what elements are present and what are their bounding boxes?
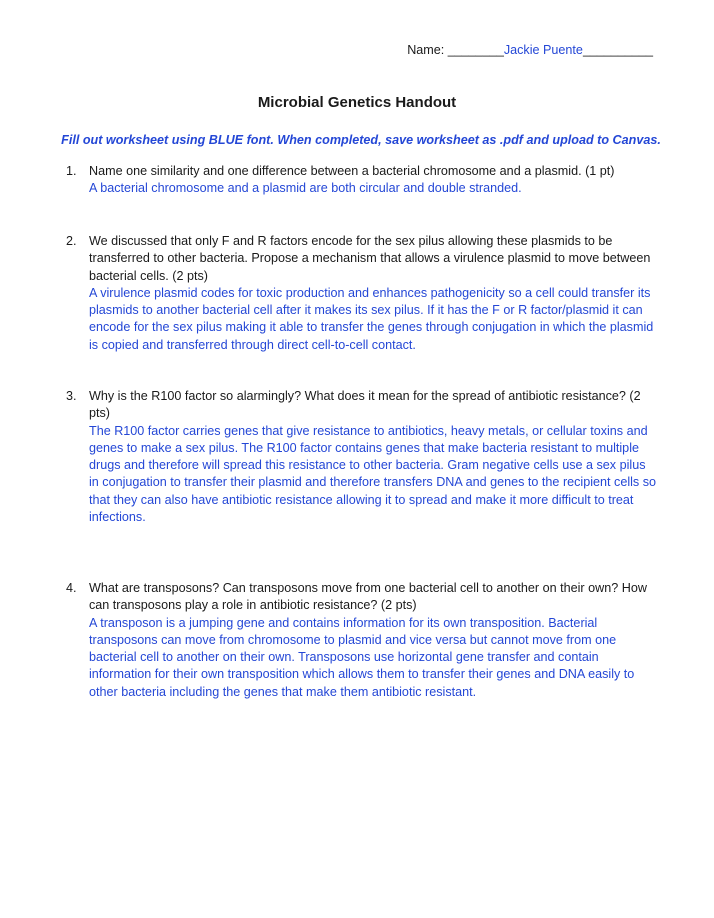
answer-text: A virulence plasmid codes for toxic production and enhances pathogenicity so a cell could transfer its plasmids to another bacterial cell after it makes its sex pilus. If it has the F or R factor/plasmid it can encode for the sex pilus making it able to transfer the genes through conjugation in which the plasmid is copied and transferred through direct cell-to-cell contact. <box>89 285 654 352</box>
question-text: Why is the R100 factor so alarmingly? What does it mean for the spread of antibiotic resistance? (2 pts) <box>89 389 641 421</box>
question-3 <box>66 388 658 526</box>
answer-text: A transposon is a jumping gene and contains information for its own transposition. Bacterial transposons can move from chromosome to plasmid and vice versa but cannot move from one bacterial cell to another on their own. Transposons use horizontal gene transfer and contain information for their own transposition which allows them to transfer their genes and DNA easily to other bacteria including the genes that make them antibiotic resistant. <box>89 615 635 699</box>
student-name: Jackie Puente <box>503 43 583 57</box>
answer-text: A bacterial chromosome and a plasmid are both circular and double stranded. <box>89 181 522 196</box>
question-4 <box>66 580 658 701</box>
question-1 <box>66 163 658 198</box>
question-text: Name one similarity and one difference between a bacterial chromosome and a plasmid. (1 pt) <box>89 164 615 178</box>
name-trail: __________ <box>582 43 653 57</box>
instructions: Fill out worksheet using BLUE font. When completed, save worksheet as .pdf and upload to Canvas. <box>61 133 661 147</box>
page-title: Microbial Genetics Handout <box>257 94 457 111</box>
question-number: 1. <box>66 164 77 178</box>
question-text: What are transposons? Can transposons move from one bacterial cell to another on their own? How can transposons play a role in antibiotic resistance? (2 pts) <box>89 581 647 613</box>
question-number: 3. <box>66 389 77 403</box>
question-2 <box>66 233 658 354</box>
answer-text: The R100 factor carries genes that give resistance to antibiotics, heavy metals, or cellular toxins and genes to make a sex pilus. The R100 factor contains genes that make bacteria resistant to multiple drugs and therefore will spread this resistance to other bacteria. Gram negative cells use a sex pilus in conjugation to transfer their plasmid and therefore transfers DNA and genes to the recipient cells so that they can also have antibiotic resistance allowing it to spread and make it more difficult to treat infections. <box>89 423 657 525</box>
question-number: 2. <box>66 234 77 248</box>
name-line <box>0 41 653 59</box>
question-text: We discussed that only F and R factors encode for the sex pilus allowing these plasmids to be transferred to other bacteria. Propose a mechanism that allows a virulence plasmid to move between bacterial cells. (2 pts) <box>89 234 651 283</box>
name-label: Name: ________ <box>407 43 504 57</box>
question-number: 4. <box>66 581 77 595</box>
